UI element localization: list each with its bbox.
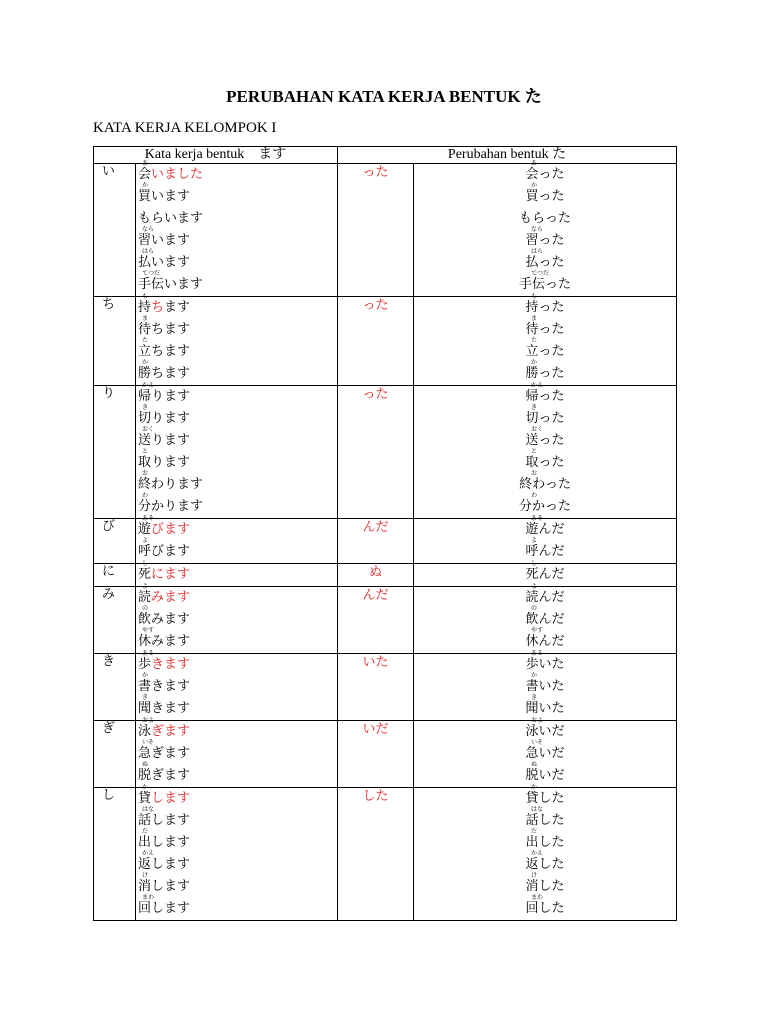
furigana: およ xyxy=(142,717,155,724)
ta-ending: ぬ xyxy=(338,564,414,587)
verb-stem: 呼びます xyxy=(138,544,191,559)
furigana: お xyxy=(142,470,149,477)
verb-stem: 歩 xyxy=(138,657,152,672)
furigana: なら xyxy=(531,226,544,233)
ta-verb xyxy=(414,404,676,430)
verb-stem: 書きます xyxy=(138,679,191,694)
furigana: か xyxy=(531,672,538,679)
furigana: かえ xyxy=(142,850,155,857)
ta-verb-text: 読んだ xyxy=(525,590,565,605)
masu-verb xyxy=(138,872,337,898)
furigana: はら xyxy=(142,248,155,255)
furigana: ま xyxy=(531,315,538,322)
furigana: け xyxy=(142,872,149,879)
furigana: し xyxy=(531,560,538,567)
verb-stem: 持 xyxy=(138,300,152,315)
verb-stem: 聞きます xyxy=(138,701,191,716)
table-row xyxy=(94,386,677,519)
ta-verb-text: 待った xyxy=(525,322,565,337)
ta-verb xyxy=(414,739,676,765)
ta-verb xyxy=(414,605,676,631)
furigana: やす xyxy=(142,627,155,634)
masu-verb-list xyxy=(136,784,338,921)
ta-verb-text: 買った xyxy=(525,189,565,204)
ta-form-list xyxy=(414,717,677,788)
furigana: およ xyxy=(531,717,544,724)
masu-verb xyxy=(138,605,337,631)
furigana: あそ xyxy=(531,515,544,522)
highlighted-ending: ち xyxy=(151,300,165,315)
furigana: あ xyxy=(531,160,538,167)
ta-verb xyxy=(414,515,676,541)
ta-verb-text: 分かった xyxy=(519,499,572,514)
ta-verb xyxy=(414,448,676,474)
ta-verb xyxy=(414,694,676,720)
verb-stem: 読 xyxy=(138,590,152,605)
verb-stem: もらいます xyxy=(138,211,204,226)
group-kana: ぎ xyxy=(94,721,136,788)
verb-stem: 会 xyxy=(138,167,152,182)
furigana: ある xyxy=(531,650,544,657)
verb-stem: 待ちます xyxy=(138,322,191,337)
highlighted-ending: します xyxy=(151,791,191,806)
verb-stem: 回します xyxy=(138,901,191,916)
furigana: はな xyxy=(531,806,544,813)
ta-verb-text: 消した xyxy=(525,879,565,894)
ta-verb-text: 切った xyxy=(525,411,565,426)
masu-verb xyxy=(138,515,337,541)
furigana: かえ xyxy=(142,382,155,389)
ta-verb xyxy=(414,806,676,832)
furigana: だ xyxy=(531,828,538,835)
furigana: か xyxy=(142,672,149,679)
ta-ending: んだ xyxy=(338,519,414,564)
furigana: おく xyxy=(142,426,155,433)
ta-ending: いだ xyxy=(338,721,414,788)
furigana: いそ xyxy=(142,739,155,746)
highlighted-ending: にます xyxy=(151,567,191,582)
masu-verb xyxy=(138,694,337,720)
ta-verb xyxy=(414,894,676,920)
ta-form-list xyxy=(414,650,677,721)
furigana: し xyxy=(142,560,149,567)
verb-stem: 返します xyxy=(138,857,191,872)
ta-verb xyxy=(414,627,676,653)
ta-verb-text: 習った xyxy=(525,233,565,248)
furigana: と xyxy=(142,448,149,455)
masu-verb xyxy=(138,426,337,452)
furigana: た xyxy=(531,337,538,344)
ta-verb-text: 出した xyxy=(525,835,565,850)
verb-stem: 飲みます xyxy=(138,612,191,627)
furigana: はな xyxy=(142,806,155,813)
ta-verb xyxy=(414,270,676,296)
furigana: わ xyxy=(142,492,149,499)
verb-stem: 取ります xyxy=(138,455,191,470)
ta-ending: した xyxy=(338,788,414,921)
furigana: か xyxy=(531,182,538,189)
ta-verb xyxy=(414,872,676,898)
group-kana: に xyxy=(94,564,136,587)
group-kana: ち xyxy=(94,297,136,386)
ta-verb xyxy=(414,583,676,609)
masu-verb xyxy=(138,672,337,698)
ta-verb-text: 泳いだ xyxy=(525,724,565,739)
furigana: か xyxy=(531,784,538,791)
ta-ending: った xyxy=(338,386,414,519)
ta-verb xyxy=(414,293,676,319)
furigana: おく xyxy=(531,426,544,433)
table-row xyxy=(94,654,677,721)
highlighted-ending: みます xyxy=(151,590,191,605)
furigana: け xyxy=(531,872,538,879)
masu-verb xyxy=(138,492,337,518)
ta-verb-text: 休んだ xyxy=(525,634,565,649)
furigana: き xyxy=(142,404,149,411)
table-body xyxy=(94,160,677,921)
section-title: KATA KERJA KELOMPOK I xyxy=(93,120,277,136)
furigana: の xyxy=(531,605,538,612)
table-row xyxy=(94,519,677,564)
ta-verb-text: 脱いだ xyxy=(525,768,565,783)
ta-verb xyxy=(414,160,676,186)
furigana: か xyxy=(142,784,149,791)
ta-form-list xyxy=(414,515,677,564)
ta-verb xyxy=(414,182,676,208)
verb-stem: 立ちます xyxy=(138,344,191,359)
table-row xyxy=(94,564,677,587)
furigana: も xyxy=(142,293,149,300)
ta-verb xyxy=(414,492,676,518)
group-kana: び xyxy=(94,519,136,564)
ta-verb xyxy=(414,717,676,743)
ta-verb-text: 回した xyxy=(525,901,565,916)
furigana: ま xyxy=(142,315,149,322)
ta-ending: った xyxy=(338,297,414,386)
group-kana: い xyxy=(94,164,136,297)
ta-verb-text: 立った xyxy=(525,344,565,359)
highlighted-ending: きます xyxy=(151,657,191,672)
furigana: き xyxy=(531,694,538,701)
header-masu-form: Kata kerja bentuk ます xyxy=(94,147,338,164)
furigana: か xyxy=(142,182,149,189)
ta-form-list xyxy=(414,160,677,297)
masu-verb xyxy=(138,560,337,586)
furigana: も xyxy=(531,293,538,300)
ta-verb xyxy=(414,560,676,586)
group-kana: み xyxy=(94,587,136,654)
furigana: よ xyxy=(531,537,538,544)
table-row xyxy=(94,164,677,297)
verb-stem: 送ります xyxy=(138,433,191,448)
ta-form-list xyxy=(414,382,677,519)
furigana: てつだ xyxy=(531,270,550,277)
furigana: か xyxy=(531,359,538,366)
ta-verb xyxy=(414,850,676,876)
furigana: の xyxy=(142,605,149,612)
masu-verb xyxy=(138,717,337,743)
table-header-row xyxy=(94,147,677,164)
furigana: ぬ xyxy=(531,761,538,768)
furigana: はら xyxy=(531,248,544,255)
masu-verb xyxy=(138,583,337,609)
masu-verb xyxy=(138,293,337,319)
ta-form-list xyxy=(414,293,677,386)
verb-stem: 分かります xyxy=(138,499,204,514)
ta-verb-text: 取った xyxy=(525,455,565,470)
masu-verb-list xyxy=(136,293,338,386)
masu-verb xyxy=(138,894,337,920)
furigana: やす xyxy=(531,627,544,634)
verb-stem: 出します xyxy=(138,835,191,850)
ta-verb-text: 払った xyxy=(525,255,565,270)
furigana: ぬ xyxy=(142,761,149,768)
table-row xyxy=(94,297,677,386)
masu-verb-list xyxy=(136,717,338,788)
verb-stem: 帰ります xyxy=(138,389,191,404)
furigana: よ xyxy=(531,583,538,590)
verb-stem: 終わります xyxy=(138,477,204,492)
ta-form-list xyxy=(414,784,677,921)
ta-verb xyxy=(414,315,676,341)
verb-stem: 貸 xyxy=(138,791,152,806)
ta-ending: った xyxy=(338,164,414,297)
ta-verb-text: 帰った xyxy=(525,389,565,404)
verb-stem: 死 xyxy=(138,567,152,582)
table-row xyxy=(94,788,677,921)
furigana: てつだ xyxy=(142,270,161,277)
ta-verb-text: 話した xyxy=(525,813,565,828)
ta-verb xyxy=(414,672,676,698)
ta-ending: んだ xyxy=(338,587,414,654)
masu-verb xyxy=(138,739,337,765)
furigana: まわ xyxy=(142,894,155,901)
verb-stem: 切ります xyxy=(138,411,191,426)
ta-form-list xyxy=(414,560,677,587)
masu-verb xyxy=(138,850,337,876)
furigana: よ xyxy=(142,583,149,590)
masu-verb xyxy=(138,784,337,810)
ta-verb xyxy=(414,537,676,563)
masu-verb xyxy=(138,226,337,252)
ta-verb xyxy=(414,359,676,385)
ta-verb xyxy=(414,784,676,810)
ta-form-list xyxy=(414,583,677,654)
furigana: わ xyxy=(531,492,538,499)
ta-verb-text: 終わった xyxy=(519,477,571,492)
masu-verb xyxy=(138,806,337,832)
ta-verb-text: 持った xyxy=(525,300,565,315)
furigana: なら xyxy=(142,226,155,233)
furigana: だ xyxy=(142,828,149,835)
ta-verb-text: 歩いた xyxy=(525,657,565,672)
masu-verb xyxy=(138,182,337,208)
ta-verb-text: 呼んだ xyxy=(525,544,565,559)
ta-verb-text: 貸した xyxy=(525,791,565,806)
masu-verb xyxy=(138,828,337,854)
verb-stem: 泳 xyxy=(138,724,152,739)
masu-verb xyxy=(138,627,337,653)
ta-verb-text: もらった xyxy=(519,211,572,226)
table-row xyxy=(94,721,677,788)
masu-verb xyxy=(138,208,337,230)
verb-stem: 話します xyxy=(138,813,191,828)
masu-verb xyxy=(138,248,337,274)
masu-verb xyxy=(138,270,337,296)
furigana: あ xyxy=(142,160,149,167)
verb-stem: 急ぎます xyxy=(138,746,191,761)
furigana: き xyxy=(531,404,538,411)
furigana: と xyxy=(531,448,538,455)
ta-verb xyxy=(414,226,676,252)
furigana: まわ xyxy=(531,894,544,901)
verb-stem: 脱ぎます xyxy=(138,768,191,783)
masu-verb xyxy=(138,537,337,563)
masu-verb-list xyxy=(136,583,338,654)
ta-verb xyxy=(414,828,676,854)
verb-stem: 消します xyxy=(138,879,191,894)
furigana: か xyxy=(142,359,149,366)
masu-verb xyxy=(138,382,337,408)
masu-verb xyxy=(138,404,337,430)
masu-verb xyxy=(138,761,337,787)
ta-verb-text: 手伝った xyxy=(519,277,572,292)
verb-stem: 休みます xyxy=(138,634,191,649)
verb-conjugation-table xyxy=(93,146,677,921)
highlighted-ending: ぎます xyxy=(151,724,191,739)
ta-verb-text: 書いた xyxy=(525,679,565,694)
masu-verb xyxy=(138,448,337,474)
ta-verb xyxy=(414,761,676,787)
ta-verb-text: 死んだ xyxy=(525,567,565,582)
verb-stem: 買います xyxy=(138,189,191,204)
verb-stem: 手伝います xyxy=(138,277,204,292)
verb-stem: 勝ちます xyxy=(138,366,191,381)
group-kana: し xyxy=(94,788,136,921)
ta-verb xyxy=(414,337,676,363)
ta-verb xyxy=(414,470,676,496)
masu-verb xyxy=(138,337,337,363)
furigana: よ xyxy=(142,537,149,544)
ta-verb-text: 送った xyxy=(525,433,565,448)
page-title: PERUBAHAN KATA KERJA BENTUK た xyxy=(226,87,542,106)
table-row xyxy=(94,587,677,654)
highlighted-ending: びます xyxy=(151,522,191,537)
ta-verb-text: 会った xyxy=(525,167,565,182)
group-kana: り xyxy=(94,386,136,519)
masu-verb-list xyxy=(136,650,338,721)
furigana: き xyxy=(142,694,149,701)
ta-verb-text: 返した xyxy=(525,857,565,872)
group-kana: き xyxy=(94,654,136,721)
masu-verb xyxy=(138,160,337,186)
ta-verb xyxy=(414,650,676,676)
masu-verb-list xyxy=(136,560,338,587)
furigana: た xyxy=(142,337,149,344)
masu-verb-list xyxy=(136,515,338,564)
highlighted-ending: いました xyxy=(151,167,204,182)
ta-verb-text: 急いだ xyxy=(525,746,565,761)
masu-verb xyxy=(138,470,337,496)
furigana: かえ xyxy=(531,850,544,857)
ta-verb xyxy=(414,208,676,230)
furigana: かえ xyxy=(531,382,544,389)
ta-verb-text: 勝った xyxy=(525,366,565,381)
ta-verb xyxy=(414,426,676,452)
furigana: お xyxy=(531,470,538,477)
furigana: あそ xyxy=(142,515,155,522)
furigana: いそ xyxy=(531,739,544,746)
verb-stem: 習います xyxy=(138,233,191,248)
ta-verb-text: 飲んだ xyxy=(525,612,565,627)
verb-suffix: ます xyxy=(164,300,191,315)
masu-verb xyxy=(138,359,337,385)
furigana: ある xyxy=(142,650,155,657)
ta-verb-text: 聞いた xyxy=(525,701,565,716)
ta-ending: いた xyxy=(338,654,414,721)
verb-stem: 遊 xyxy=(138,522,152,537)
masu-verb-list xyxy=(136,382,338,519)
masu-verb-list xyxy=(136,160,338,297)
masu-verb xyxy=(138,650,337,676)
ta-verb xyxy=(414,382,676,408)
header-ta-form: Perubahan bentuk た xyxy=(338,147,677,164)
ta-verb-text: 遊んだ xyxy=(525,522,565,537)
masu-verb xyxy=(138,315,337,341)
verb-stem: 払います xyxy=(138,255,191,270)
